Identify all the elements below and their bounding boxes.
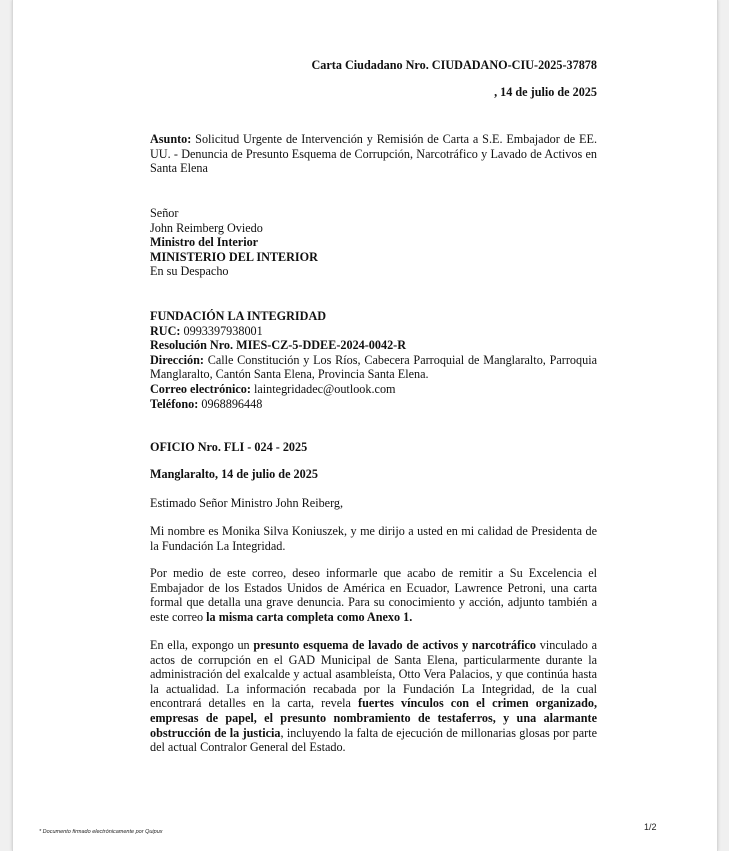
address-value: Calle Constitución y Los Ríos, Cabecera Parroquial de Manglaralto, Parroquia Manglaralto, Cantón Santa Elena, Provincia Santa Elena. (150, 352, 597, 382)
sender-email (150, 382, 597, 397)
p3-bold-a: presunto esquema de lavado de activos y narcotráfico (253, 638, 536, 652)
electronic-signature-note: * Documento firmado electrónicamente por Quipux (39, 829, 163, 835)
sender-ruc (150, 324, 597, 339)
recipient-block (150, 206, 597, 279)
recipient-title: Ministro del Interior (150, 235, 259, 250)
recipient-salutation: Señor (150, 206, 179, 220)
body-paragraph-2 (150, 566, 597, 624)
sender-resolucion: Resolución Nro. MIES-CZ-5-DDEE-2024-0042-R (150, 338, 407, 353)
p3-text-a: En ella, expongo un (150, 638, 254, 652)
p3-text-b: vinculado a actos de corrupción en el GAD Municipal de Santa Elena, particularmente durante la administración del exalcalde y actual asambleísta, Otto Vera Palacios, y que continúa hasta la actualidad. La información recabada por la Fundación La Integridad, de la cual encontrará detalles en la carta, revela (150, 638, 597, 711)
recipient-name: John Reimberg Oviedo (150, 220, 263, 235)
carta-number: Carta Ciudadano Nro. CIUDADANO-CIU-2025-37878 (311, 58, 597, 72)
body-paragraph-1: Mi nombre es Monika Silva Koniuszek, y me dirijo a usted en mi calidad de Presidenta de la Fundación La Integridad. (150, 524, 597, 553)
p2-text: Por medio de este correo, deseo informarle que acabo de remitir a Su Excelencia el Embajador de los Estados Unidos de América en Ecuador, Lawrence Petroni, una carta formal que detalla una grave denuncia. Para su conocimiento y acción, adjunto también a este correo (150, 566, 597, 624)
ruc-label: RUC: (150, 323, 181, 338)
sender-phone (150, 397, 597, 412)
address-label: Dirección: (150, 352, 204, 367)
subject-block (150, 132, 597, 176)
recipient-closing: En su Despacho (150, 264, 229, 279)
document-page (12, 0, 718, 851)
subject-label: Asunto: (150, 132, 192, 146)
oficio-place-date: Manglaralto, 14 de julio de 2025 (150, 467, 318, 481)
page-number: 1/2 (644, 822, 657, 832)
greeting: Estimado Señor Ministro John Reiberg, (150, 496, 344, 510)
phone-value: 0968896448 (198, 396, 263, 411)
phone-label: Teléfono: (150, 396, 199, 411)
email-value: laintegridadec@outlook.com (250, 381, 396, 396)
sender-block (150, 309, 597, 411)
p3-text-c: , incluyendo la falta de ejecución de millonarias glosas por parte del actual Contralor General del Estado. (150, 725, 597, 755)
p3-bold-b: fuertes vínculos con el crimen organizado, empresas de papel, el presunto nombramiento de testaferros, y una alarmante obstrucción de la justicia (150, 696, 597, 740)
recipient-institution: MINISTERIO DEL INTERIOR (150, 249, 318, 264)
subject-text: Solicitud Urgente de Intervención y Remisión de Carta a S.E. Embajador de EE. UU. - Denuncia de Presunto Esquema de Corrupción, Narcotráfico y Lavado de Activos en Santa Elena (150, 132, 597, 176)
oficio-number: OFICIO Nro. FLI - 024 - 2025 (150, 440, 308, 454)
p2-bold: la misma carta completa como Anexo 1. (206, 609, 413, 624)
body-paragraph-3 (150, 638, 597, 755)
sender-address (150, 353, 597, 382)
ruc-value: 0993397938001 (180, 323, 263, 338)
email-label: Correo electrónico: (150, 381, 251, 396)
sender-org: FUNDACIÓN LA INTEGRIDAD (150, 309, 327, 323)
header-date: , 14 de julio de 2025 (494, 85, 597, 99)
